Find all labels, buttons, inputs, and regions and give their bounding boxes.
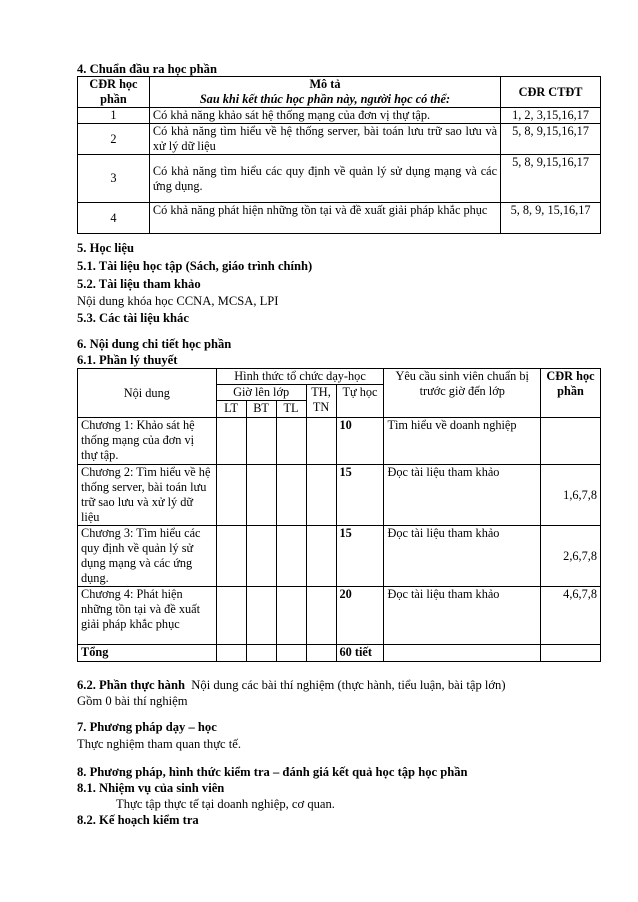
col-header-bt: BT <box>246 401 276 418</box>
table-row <box>78 587 601 645</box>
col-header-description-title: Mô tả <box>309 77 341 91</box>
cell-no: 4 <box>78 203 150 234</box>
cell-bt <box>246 418 276 465</box>
section-6-heading: 6. Nội dung chi tiết học phần <box>77 337 232 351</box>
cell-cdr <box>541 418 601 465</box>
table-row <box>78 526 601 587</box>
cell-total-label: Tổng <box>78 645 217 662</box>
table-total-row <box>78 645 601 662</box>
cell-bt <box>246 465 276 526</box>
col-header-teaching-form: Hình thức tổ chức dạy-học <box>216 369 384 385</box>
section-5-3-heading: 5.3. Các tài liệu khác <box>77 311 189 325</box>
cell-tl <box>276 526 306 587</box>
section-8-heading: 8. Phương pháp, hình thức kiểm tra – đánh giá kết quả học tập học phần <box>77 765 468 779</box>
cell-content: Chương 4: Phát hiện những tồn tại và đề xuất giải pháp khắc phục <box>78 587 217 645</box>
cell-lt <box>216 645 246 662</box>
cell-desc: Có khả năng tìm hiểu các quy định về quản lý sử dụng mạng và các ứng dụng. <box>149 155 500 203</box>
section-6-1-heading: 6.1. Phần lý thuyết <box>77 353 178 367</box>
table-row <box>78 155 601 203</box>
col-header-content: Nội dung <box>78 369 217 418</box>
section-6-2-paragraph <box>77 678 506 693</box>
cell-content: Chương 1: Khảo sát hệ thống mạng của đơn vị thự tập. <box>78 418 217 465</box>
col-header-tl: TL <box>276 401 306 418</box>
cell-bt <box>246 645 276 662</box>
cell-prep: Tìm hiểu về doanh nghiệp <box>384 418 541 465</box>
col-header-lt: LT <box>216 401 246 418</box>
col-header-ctdt: CĐR CTĐT <box>501 77 601 108</box>
section-6-2-line2: Gồm 0 bài thí nghiệm <box>77 694 188 708</box>
section-5-2-text: Nội dung khóa học CCNA, MCSA, LPI <box>77 294 279 308</box>
col-header-self-study: Tự học <box>336 385 384 418</box>
cell-ctdt: 5, 8, 9,15,16,17 <box>501 124 601 155</box>
cell-tl <box>276 587 306 645</box>
table-row <box>78 203 601 234</box>
cell-no: 2 <box>78 124 150 155</box>
cell-content: Chương 3: Tìm hiểu các quy định về quản lý sử dụng mạng và các ứng dụng. <box>78 526 217 587</box>
learning-outcomes-table <box>77 76 601 234</box>
col-header-class-hours: Giờ lên lớp <box>216 385 306 401</box>
cell-desc: Có khả năng phát hiện những tồn tại và đề xuất giải pháp khắc phục <box>149 203 500 234</box>
section-8-1-text: Thực tập thực tế tại doanh nghiệp, cơ quan. <box>116 797 335 811</box>
cell-total-value: 60 tiết <box>336 645 384 662</box>
cell-tl <box>276 645 306 662</box>
col-header-cdr: CĐR học phần <box>78 77 150 108</box>
cell-lt <box>216 587 246 645</box>
section-7-text: Thực nghiệm tham quan thực tế. <box>77 737 242 751</box>
cell-ctdt: 5, 8, 9, 15,16,17 <box>501 203 601 234</box>
cell-tl <box>276 418 306 465</box>
cell-ctdt: 5, 8, 9,15,16,17 <box>501 155 601 203</box>
cell-prep: Đọc tài liệu tham khảo <box>384 587 541 645</box>
section-5-2-heading: 5.2. Tài liệu tham khảo <box>77 277 201 291</box>
cell-lt <box>216 526 246 587</box>
section-5-heading: 5. Học liệu <box>77 241 135 255</box>
cell-desc: Có khả năng tìm hiểu về hệ thống server, bài toán lưu trữ sao lưu và xử lý dữ liệu <box>149 124 500 155</box>
table-row <box>78 465 601 526</box>
cell-desc: Có khả năng khảo sát hệ thống mạng của đơn vị thự tập. <box>149 108 500 124</box>
cell-th <box>306 526 336 587</box>
table-row <box>78 418 601 465</box>
cell-no: 1 <box>78 108 150 124</box>
cell-lt <box>216 465 246 526</box>
col-header-student-prep: Yêu cầu sinh viên chuẩn bị trước giờ đến lớp <box>384 369 541 418</box>
col-header-cdr: CĐR học phần <box>541 369 601 418</box>
cell-cdr <box>541 645 601 662</box>
section-5-1-heading: 5.1. Tài liệu học tập (Sách, giáo trình chính) <box>77 259 313 273</box>
cell-no: 3 <box>78 155 150 203</box>
cell-th <box>306 587 336 645</box>
cell-bt <box>246 587 276 645</box>
section-4-heading: 4. Chuẩn đầu ra học phần <box>77 62 217 76</box>
cell-lt <box>216 418 246 465</box>
cell-self-study: 15 <box>336 465 384 526</box>
cell-th <box>306 418 336 465</box>
cell-self-study: 10 <box>336 418 384 465</box>
table-row <box>78 108 601 124</box>
col-header-description-sub: Sau khi kết thúc học phần này, người học có thể: <box>199 92 451 106</box>
cell-prep: Đọc tài liệu tham khảo <box>384 465 541 526</box>
cell-content: Chương 2: Tìm hiểu về hệ thống server, bài toán lưu trữ sao lưu và xử lý dữ liệu <box>78 465 217 526</box>
cell-ctdt: 1, 2, 3,15,16,17 <box>501 108 601 124</box>
table-header-row <box>78 369 601 385</box>
cell-cdr: 1,6,7,8 <box>541 465 601 526</box>
cell-prep <box>384 645 541 662</box>
section-6-2-heading: 6.2. Phần thực hành <box>77 678 185 692</box>
cell-th <box>306 645 336 662</box>
col-header-description <box>149 77 500 108</box>
cell-th <box>306 465 336 526</box>
cell-prep: Đọc tài liệu tham khảo <box>384 526 541 587</box>
cell-bt <box>246 526 276 587</box>
col-header-th-tn: TH, TN <box>306 385 336 418</box>
cell-self-study: 20 <box>336 587 384 645</box>
section-8-1-heading: 8.1. Nhiệm vụ của sinh viên <box>77 781 225 795</box>
cell-cdr: 2,6,7,8 <box>541 526 601 587</box>
table-header-row <box>78 77 601 108</box>
cell-self-study: 15 <box>336 526 384 587</box>
theory-content-table <box>77 368 601 662</box>
cell-cdr: 4,6,7,8 <box>541 587 601 645</box>
cell-tl <box>276 465 306 526</box>
section-6-2-text: Nội dung các bài thí nghiệm (thực hành, tiểu luận, bài tập lớn) <box>191 678 506 692</box>
table-row <box>78 124 601 155</box>
section-7-heading: 7. Phương pháp dạy – học <box>77 720 217 734</box>
section-8-2-heading: 8.2. Kế hoạch kiểm tra <box>77 813 199 827</box>
